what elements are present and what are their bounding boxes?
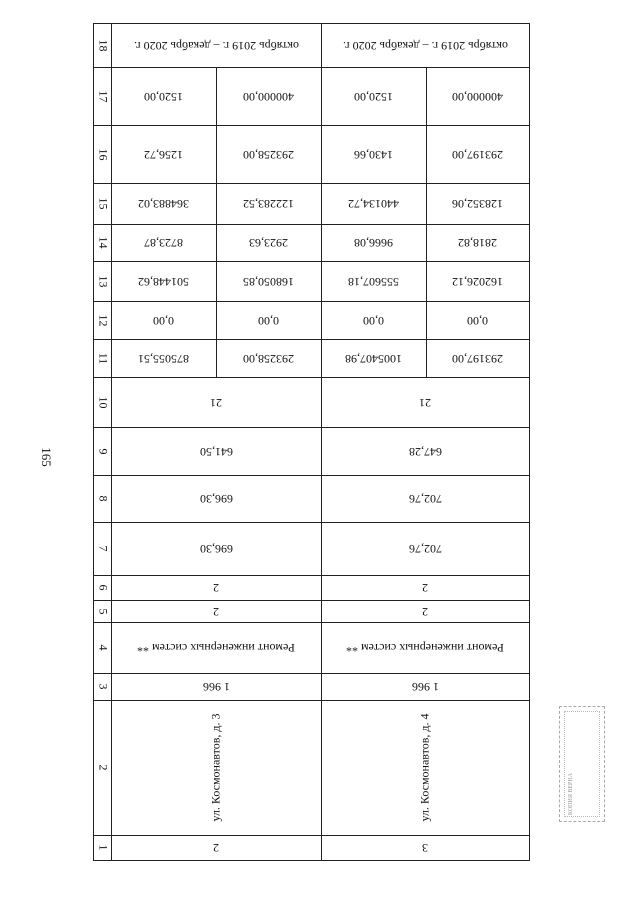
- col-header-15: 15: [96, 197, 110, 210]
- row-3-c11-b: 293197,00: [452, 351, 503, 366]
- row-2-c8: 696,30: [199, 492, 233, 506]
- row-2-c16-a: 1256,72: [144, 147, 183, 162]
- row-2-c12-a: 0,00: [153, 313, 174, 328]
- certification-stamp: КОПИЯ ВЕРНА: [559, 706, 605, 822]
- row-3-c9: 647,28: [408, 444, 442, 459]
- col-header-16: 16: [96, 148, 110, 160]
- row-3-c15-a: 440134,72: [348, 197, 399, 211]
- col-header-1: 1: [96, 844, 110, 851]
- col-header-17: 17: [96, 90, 110, 102]
- row-2-year: 1 966: [202, 680, 230, 694]
- row-2-c16-b: 293258,00: [243, 147, 294, 162]
- row-2-period: октябрь 2019 г. – декабрь 2020 г.: [133, 39, 299, 53]
- col-header-14: 14: [96, 236, 110, 249]
- row-3-c17-b: 400000,00: [452, 89, 503, 104]
- row-3-c12-a: 0,00: [363, 313, 384, 328]
- row-2-work-type: Ремонт инженерных систем **: [137, 641, 295, 655]
- col-header-18: 18: [96, 39, 110, 52]
- row-3-c7: 702,76: [408, 542, 442, 556]
- row-2-c15-a: 364883,02: [138, 197, 189, 211]
- row-2-c17-b: 400000,00: [243, 89, 294, 104]
- col-header-3: 3: [96, 683, 110, 690]
- row-3-c13-b: 162026,12: [452, 274, 503, 289]
- row-3-number: 3: [422, 841, 428, 855]
- row-2-c11-b: 293258,00: [243, 351, 294, 366]
- col-header-9: 9: [96, 448, 110, 454]
- col-header-12: 12: [96, 314, 110, 326]
- row-3-c14-a: 9666,08: [354, 236, 393, 250]
- col-header-11: 11: [96, 352, 110, 364]
- row-2-c7: 696,30: [199, 542, 233, 556]
- row-2-c11-a: 875055,51: [138, 351, 189, 366]
- row-2-c14-a: 8723,87: [144, 236, 183, 250]
- row-2-c12-b: 0,00: [258, 313, 279, 328]
- col-header-6: 6: [96, 584, 110, 591]
- col-header-7: 7: [96, 545, 110, 552]
- row-3-c12-b: 0,00: [467, 313, 488, 328]
- row-3-c16-b: 293197,00: [452, 147, 503, 162]
- row-3-c14-b: 2818,82: [458, 236, 497, 250]
- row-3-c13-a: 555607,18: [348, 274, 399, 289]
- row-3-c10: 21: [419, 395, 431, 410]
- col-header-2: 2: [96, 764, 110, 771]
- row-3-c16-a: 1430,66: [354, 147, 393, 162]
- page-number: 165: [39, 447, 54, 467]
- row-3-work-type: Ремонт инженерных систем **: [346, 641, 504, 655]
- row-3-c5: 2: [422, 604, 428, 619]
- row-2-c14-b: 2923,63: [249, 236, 288, 250]
- row-2-number: 2: [213, 841, 219, 855]
- row-2-c5: 2: [213, 604, 219, 619]
- row-2-c17-a: 1520,00: [144, 89, 183, 104]
- row-2-c9: 641,50: [199, 444, 233, 459]
- row-2-c10: 21: [210, 395, 222, 410]
- row-2-c15-b: 122283,52: [243, 197, 294, 211]
- row-2-c13-a: 501448,62: [138, 274, 189, 289]
- col-header-13: 13: [96, 275, 110, 287]
- housing-repair-table: [93, 23, 530, 861]
- col-header-4: 4: [96, 644, 110, 651]
- row-3-address: ул. Космонавтов, д. 4: [417, 713, 432, 822]
- row-3-c6: 2: [422, 581, 428, 595]
- row-3-c15-b: 128352,06: [452, 197, 503, 211]
- row-3-c11-a: 1005407,98: [345, 351, 402, 366]
- row-2-c6: 2: [213, 581, 219, 595]
- col-header-8: 8: [96, 495, 110, 502]
- row-3-year: 1 966: [411, 680, 439, 694]
- row-3-period: октябрь 2019 г. – декабрь 2020 г.: [342, 39, 508, 53]
- row-2-address: ул. Космонавтов, д. 3: [208, 713, 223, 822]
- row-3-c8: 702,76: [408, 492, 442, 506]
- row-3-c17-a: 1520,00: [354, 89, 393, 104]
- col-header-10: 10: [96, 396, 110, 408]
- col-header-5: 5: [96, 608, 110, 614]
- row-2-c13-b: 168050,85: [243, 274, 294, 289]
